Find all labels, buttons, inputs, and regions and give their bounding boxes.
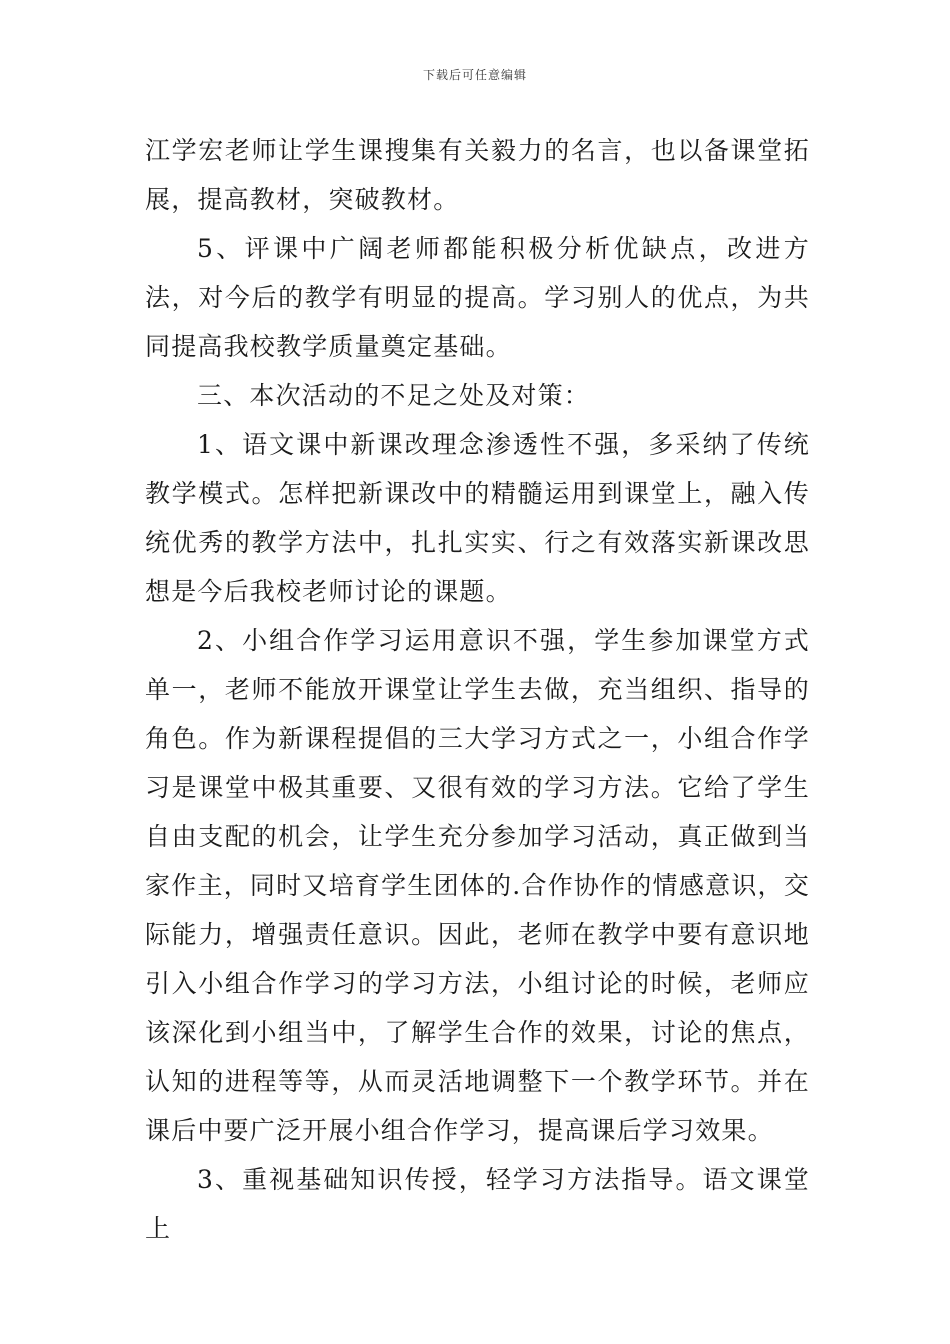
paragraph-item-5: 5、评课中广阔老师都能积极分析优缺点，改进方法，对今后的教学有明显的提高。学习别人的优点，为共同提高我校教学质量奠定基础。 [145,234,810,361]
section-heading-shortcomings: 三、本次活动的不足之处及对策： [197,381,591,410]
paragraph-continuation: 江学宏老师让学生课搜集有关毅力的名言，也以备课堂拓展，提高教材，突破教材。 [145,136,810,214]
paragraph-item-3: 3、重视基础知识传授，轻学习方法指导。语文课堂上 [145,1165,810,1243]
document-body [145,126,810,1253]
paragraph-item-2: 2、小组合作学习运用意识不强，学生参加课堂方式单一，老师不能放开课堂让学生去做，充当组织、指导的角色。作为新课程提倡的三大学习方式之一，小组合作学习是课堂中极其重要、又很有效的学习方法。它给了学生自由支配的机会，让学生充分参加学习活动，真正做到当家作主，同时又培育学生团体的.合作协作的情感意识，交际能力，增强责任意识。因此，老师在教学中要有意识地引入小组合作学习的学习方法，小组讨论的时候，老师应该深化到小组当中，了解学生合作的效果，讨论的焦点，认知的进程等等，从而灵活地调整下一个教学环节。并在课后中要广泛开展小组合作学习，提高课后学习效果。 [145,626,810,1145]
paragraph-item-1: 1、语文课中新课改理念渗透性不强，多采纳了传统教学模式。怎样把新课改中的精髓运用到课堂上，融入传统优秀的教学方法中，扎扎实实、行之有效落实新课改思想是今后我校老师讨论的课题。 [145,430,810,606]
page-header-note: 下载后可任意编辑 [422,68,527,82]
